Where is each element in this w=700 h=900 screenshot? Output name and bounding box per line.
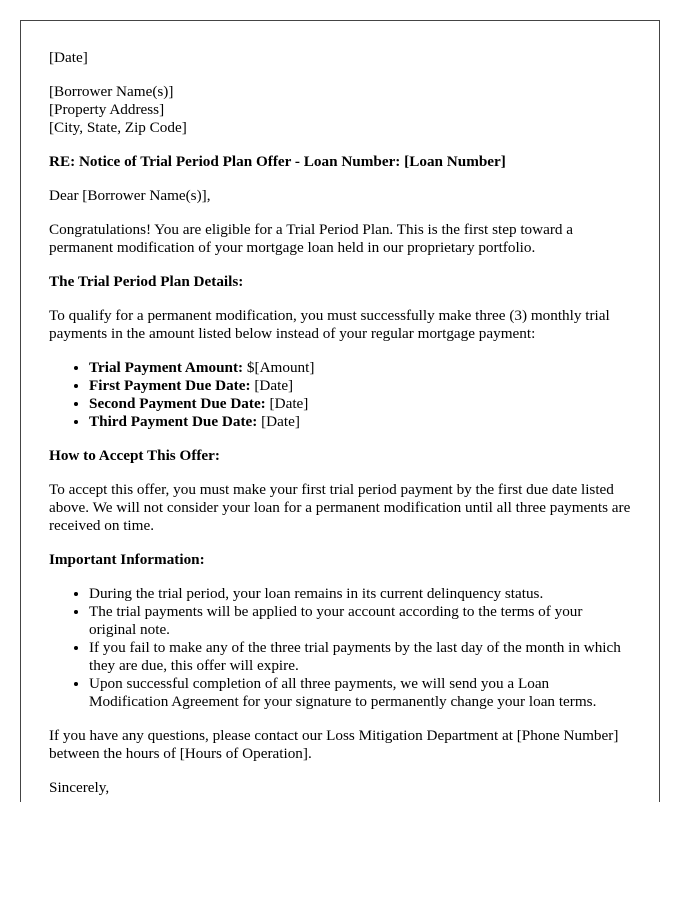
list-item: • Second Payment Due Date: [Date]: [89, 395, 631, 413]
details-list: [49, 359, 631, 431]
list-item: • Upon successful completion of all three payments, we will send you a Loan Modification Agreement for your signature to permanently change your loan terms.: [89, 675, 631, 711]
letter-date: [Date]: [49, 49, 88, 66]
address-line: [City, State, Zip Code]: [49, 119, 187, 136]
recipient-address: [49, 83, 631, 137]
accept-heading: How to Accept This Offer:: [49, 447, 220, 464]
important-list: [49, 585, 631, 711]
important-heading: Important Information:: [49, 551, 205, 568]
list-item: • Third Payment Due Date: [Date]: [89, 413, 631, 431]
intro-paragraph: Congratulations! You are eligible for a Trial Period Plan. This is the first step toward a permanent modification of your mortgage loan held in our proprietary portfolio.: [49, 221, 574, 256]
details-heading: The Trial Period Plan Details:: [49, 273, 244, 290]
details-paragraph: To qualify for a permanent modification, you must successfully make three (3) monthly trial payments in the amount listed below instead of your regular mortgage payment:: [49, 307, 610, 342]
list-item: • If you fail to make any of the three trial payments by the last day of the month in which they are due, this offer will expire.: [89, 639, 631, 675]
list-item: • During the trial period, your loan remains in its current delinquency status.: [89, 585, 631, 603]
address-line: [Borrower Name(s)]: [49, 83, 174, 100]
re-line: RE: Notice of Trial Period Plan Offer - Loan Number: [Loan Number]: [49, 153, 506, 170]
contact-paragraph: If you have any questions, please contact our Loss Mitigation Department at [Phone Number] between the hours of [Hours of Operation].: [49, 727, 619, 762]
list-item: • Trial Payment Amount: $[Amount]: [89, 359, 631, 377]
address-line: [Property Address]: [49, 101, 165, 118]
accept-paragraph: To accept this offer, you must make your first trial period payment by the first due date listed above. We will not consider your loan for a permanent modification until all three payments are received on time.: [49, 481, 631, 534]
salutation: Dear [Borrower Name(s)],: [49, 187, 211, 204]
list-item: • The trial payments will be applied to your account according to the terms of your original note.: [89, 603, 631, 639]
closing: Sincerely,: [49, 779, 110, 796]
letter-page: [20, 20, 660, 802]
list-item: • First Payment Due Date: [Date]: [89, 377, 631, 395]
